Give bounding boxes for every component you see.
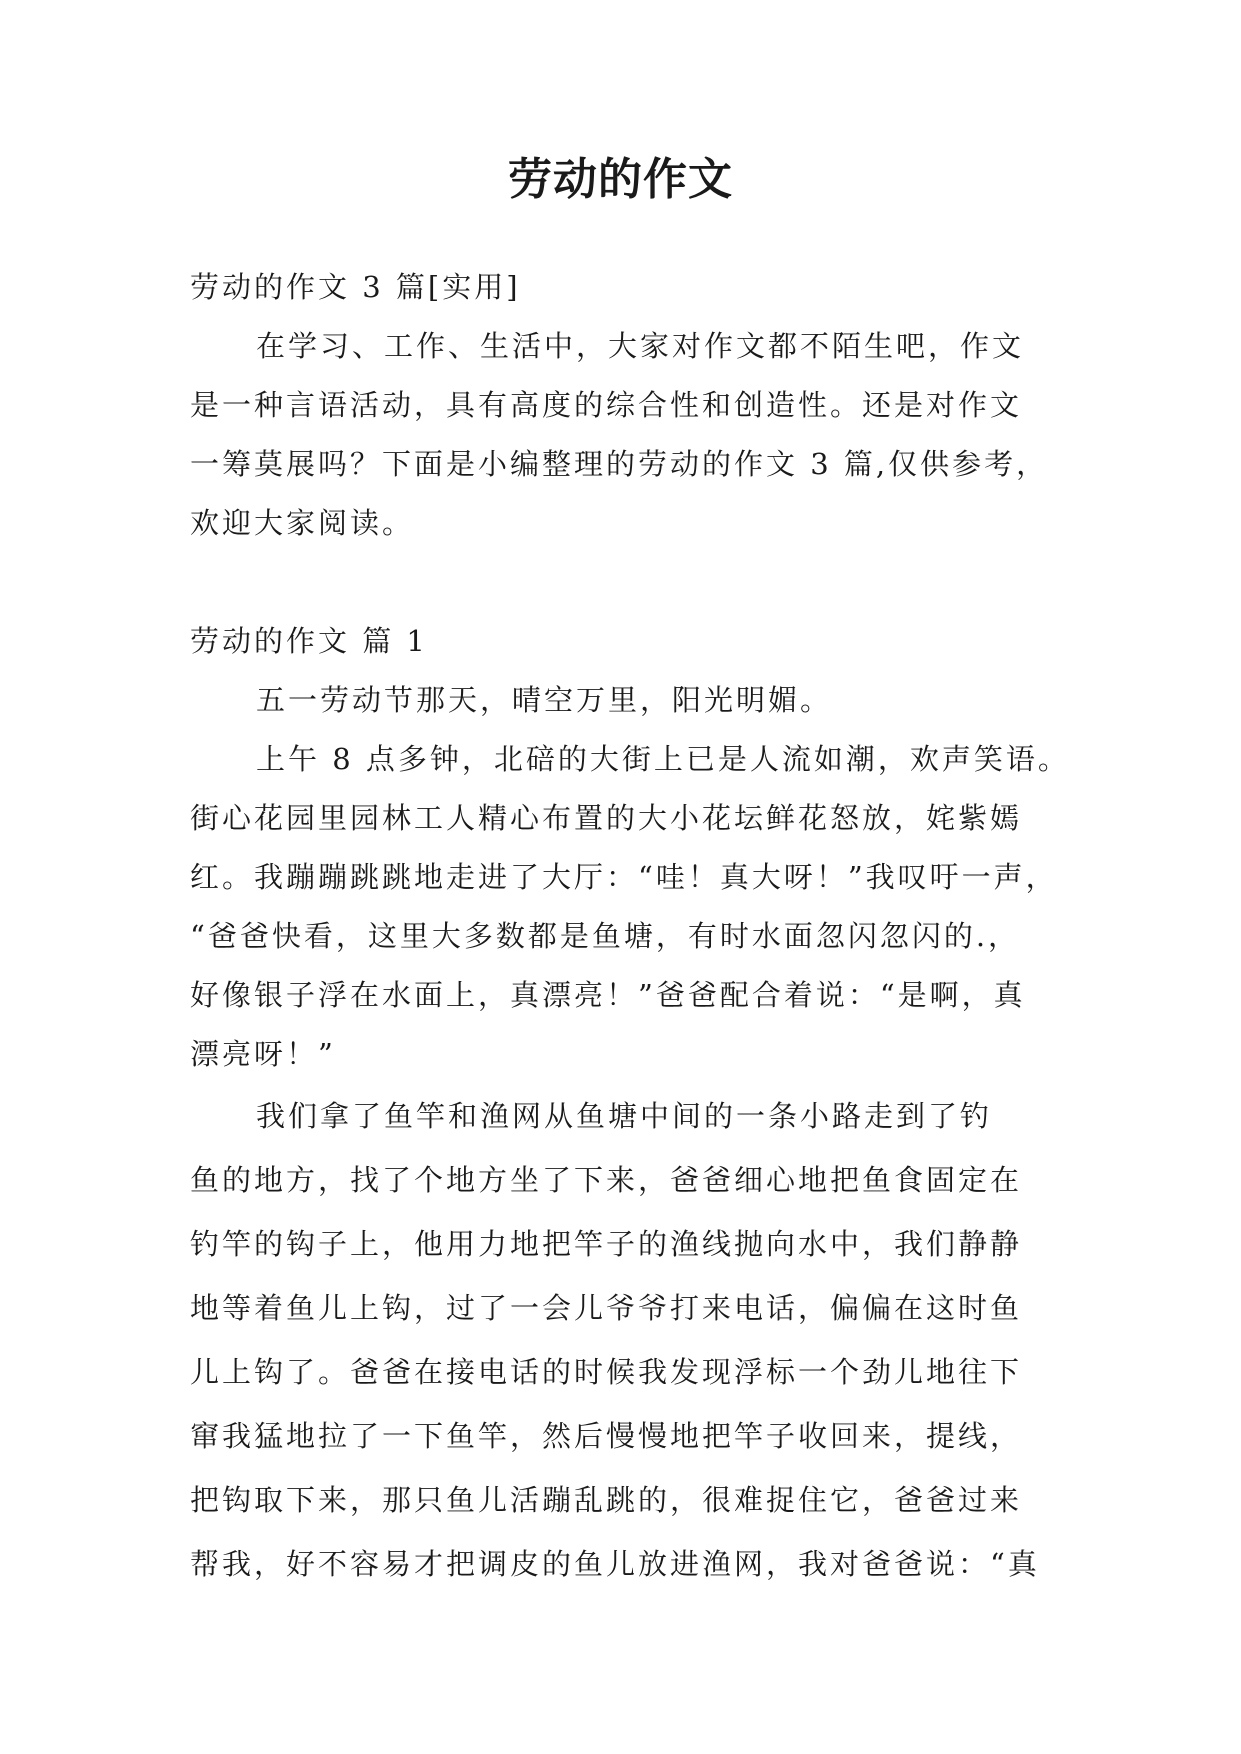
paragraph-line: 漂亮呀！” (190, 1037, 336, 1071)
paragraph-line: 地等着鱼儿上钩，过了一会儿爷爷打来电话，偏偏在这时鱼 (190, 1291, 1023, 1325)
intro-paragraph (190, 317, 1055, 553)
paragraph-line: 鱼的地方，找了个地方坐了下来，爸爸细心地把鱼食固定在 (190, 1163, 1023, 1197)
paragraph-line: 是一种言语活动，具有高度的综合性和创造性。还是对作文 (190, 388, 1023, 422)
subtitle: 劳动的作文 3 篇[实用] (190, 270, 521, 304)
paragraph-line: 街心花园里园林工人精心布置的大小花坛鲜花怒放，姹紫嫣 (190, 801, 1023, 835)
paragraph-line: 把钩取下来，那只鱼儿活蹦乱跳的，很难捉住它，爸爸过来 (190, 1483, 1023, 1517)
paragraph-line: 帮我，好不容易才把调皮的鱼儿放进渔网，我对爸爸说：“真 (190, 1547, 1040, 1581)
paragraph-line: 我们拿了鱼竿和渔网从鱼塘中间的一条小路走到了钓 (256, 1099, 993, 1133)
paragraph-line: 窜我猛地拉了一下鱼竿，然后慢慢地把竿子收回来，提线， (190, 1419, 1023, 1453)
paragraph-line: 钓竿的钩子上，他用力地把竿子的渔线抛向水中，我们静静 (190, 1227, 1023, 1261)
paragraph-2 (190, 730, 1070, 1084)
paragraph-line: 欢迎大家阅读。 (190, 506, 415, 540)
document-title: 劳动的作文 (508, 154, 733, 205)
paragraph-line: 五一劳动节那天，晴空万里，阳光明媚。 (256, 683, 833, 717)
section-heading: 劳动的作文 篇 1 (190, 624, 428, 658)
paragraph-line: 好像银子浮在水面上，真漂亮！”爸爸配合着说：“是啊，真 (190, 978, 1026, 1012)
paragraph-line: 儿上钩了。爸爸在接电话的时候我发现浮标一个劲儿地往下 (190, 1355, 1023, 1389)
document-body (190, 258, 1070, 1596)
paragraph-line: 红。我蹦蹦跳跳地走进了大厅：“哇！真大呀！”我叹吁一声， (190, 860, 1058, 894)
blank-line (190, 553, 1055, 612)
paragraph-line: 上午 8 点多钟，北碚的大街上已是人流如潮，欢声笑语。 (256, 742, 1070, 776)
paragraph-line: 在学习、工作、生活中，大家对作文都不陌生吧，作文 (256, 329, 1025, 363)
paragraph-3 (190, 1084, 1055, 1596)
paragraph-line: 一筹莫展吗？下面是小编整理的劳动的作文 3 篇,仅供参考， (190, 447, 1049, 481)
paragraph-line: “爸爸快看，这里大多数都是鱼塘，有时水面忽闪忽闪的.， (190, 919, 1021, 953)
paragraph-1 (190, 671, 1055, 730)
